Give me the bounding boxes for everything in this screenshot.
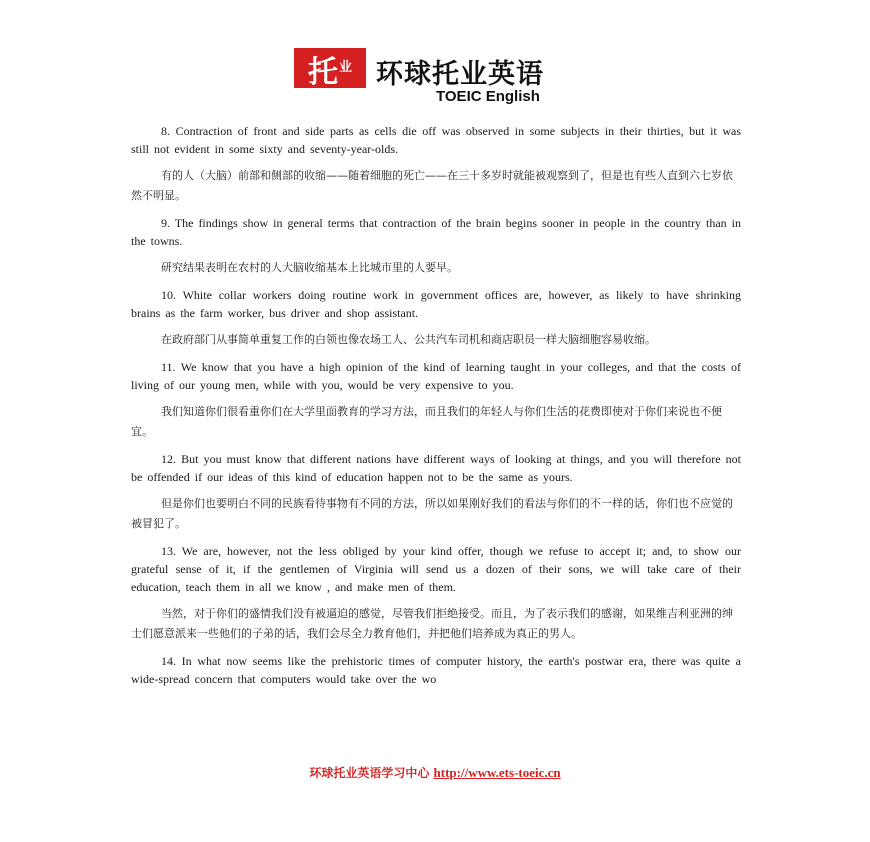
paragraph-13-en: 13. We are, however, not the less obliged by your kind offer, though we refuse to accept it; and, to show our grateful sense of it, if the gentlemen of Virginia will send us a dozen of their sons, we will take care of their education, teach them in all we know , and make men of them. [131,544,741,594]
paragraph-8-zh: 有的人（大脑）前部和侧部的收缩——随着细胞的死亡——在三十多岁时就能被观察到了，但是也有些人直到六七岁依然不明显。 [131,169,733,202]
paragraph-11-en: 11. We know that you have a high opinion of the kind of learning taught in your colleges, and that the costs of living of our young men, while with you, would be very expensive to you. [131,360,741,392]
paragraph-9-zh: 研究结果表明在农村的人大脑收缩基本上比城市里的人要早。 [161,261,458,274]
paragraph-8-en: 8. Contraction of front and side parts as cells die off was observed in some subjects in their thirties, but it was still not evident in some sixty and seventy-year-olds. [131,124,741,156]
logo-subtext: 业 [338,60,352,75]
footer-url-link[interactable]: http://www.ets-toeic.cn [433,765,561,780]
paragraph-10-en: 10. White collar workers doing routine work in government offices are, however, as likely to have shrinking brains as the farm worker, bus driver and shop assistant. [131,288,741,320]
paragraph-12-en: 12. But you must know that different nations have different ways of looking at things, and you will therefore not be offended if our ideas of this kind of education happen not to be the same as yours. [131,452,741,484]
document-body [131,122,741,696]
paragraph-9-en: 9. The findings show in general terms that contraction of the brain begins sooner in people in the country than in the towns. [131,216,741,248]
logo-text: 托 [307,55,338,90]
toeic-logo [294,48,366,88]
paragraph-10-zh: 在政府部门从事简单重复工作的白领也像农场工人、公共汽车司机和商店职员一样大脑细胞容易收缩。 [161,333,656,346]
paragraph-13-zh: 当然，对于你们的盛情我们没有被逼迫的感觉，尽管我们拒绝接受。而且，为了表示我们的感谢，如果维吉利亚洲的绅士们愿意派来一些他们的子弟的话，我们会尽全力教育他们，并把他们培养成为真正的男人。 [131,607,733,640]
paragraph-11-zh: 我们知道你们很看重你们在大学里面教育的学习方法，而且我们的年轻人与你们生活的花费即使对于你们来说也不便宜。 [131,405,722,438]
paragraph-14-en: 14. In what now seems like the prehistoric times of computer history, the earth's postwar era, there was quite a wide-spread concern that computers would take over the wo [131,654,741,686]
page-footer [0,764,870,781]
page-header [294,48,584,108]
paragraph-12-zh: 但是你们也要明白不同的民族看待事物有不同的方法，所以如果刚好我们的看法与你们的不一样的话，你们也不应觉的被冒犯了。 [131,497,733,530]
brand-title-en: TOEIC English [436,88,540,105]
brand-title-cn: 环球托业英语 [376,59,544,90]
footer-label: 环球托业英语学习中心 [309,766,430,780]
